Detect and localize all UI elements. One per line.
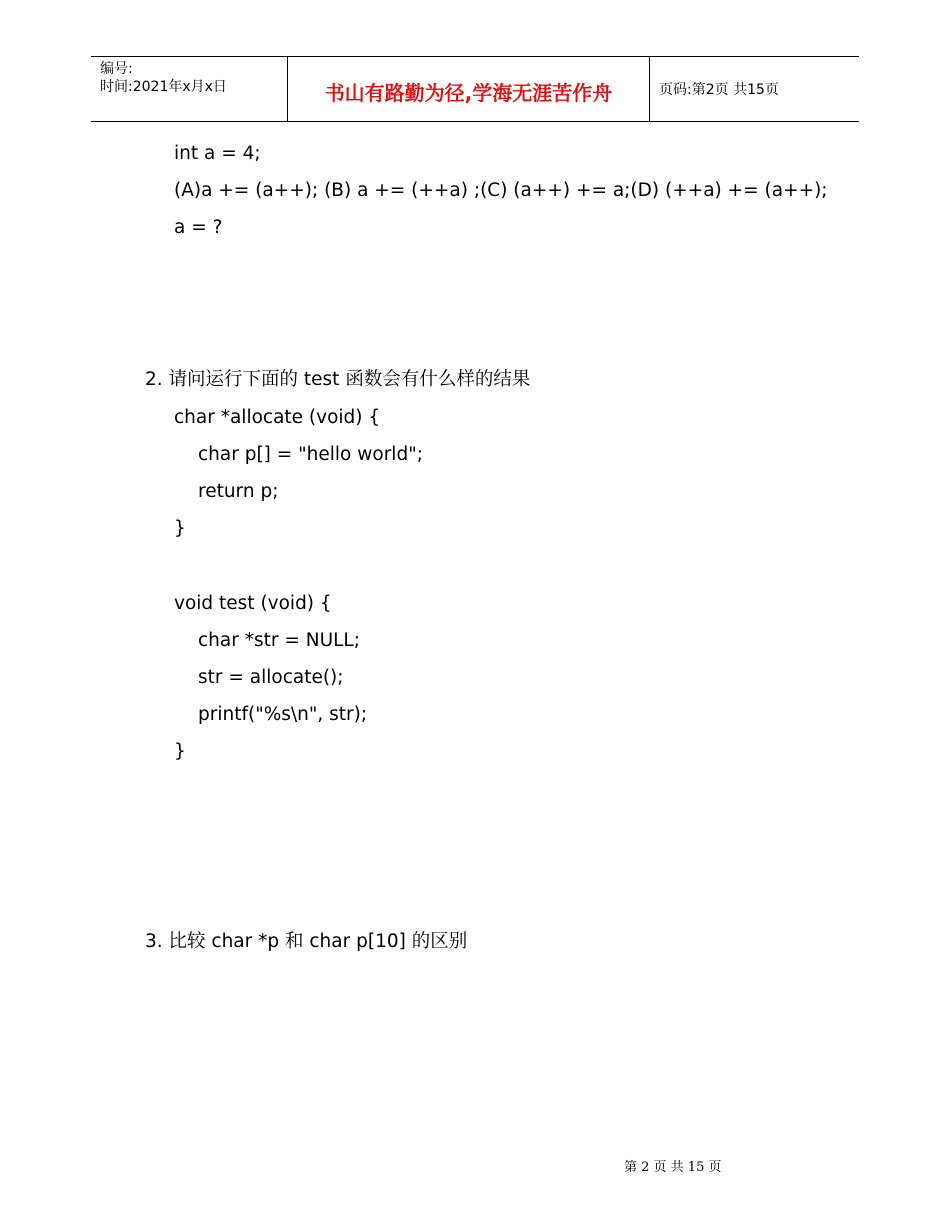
code-line: char p[] = "hello world"; — [198, 444, 423, 465]
header-page-cell — [650, 57, 859, 121]
q1-options: (A)a += (a++); (B) a += (++a) ;(C) (a++) += a;(D) (++a) += (a++); — [174, 180, 828, 201]
code-line: void test (void) { — [174, 593, 332, 614]
code-line: str = allocate(); — [198, 667, 344, 688]
q1-question: a = ? — [174, 217, 223, 238]
q1-code-line: int a = 4; — [174, 143, 261, 164]
header-table — [91, 56, 859, 122]
q2-title: 2. 请问运行下面的 test 函数会有什么样的结果 — [145, 369, 531, 390]
page-number-label: 页码:第2页 共15页 — [659, 82, 779, 98]
page-footer: 第 2 页 共 15 页 — [624, 1160, 722, 1175]
q3-title: 3. 比较 char *p 和 char p[10] 的区别 — [145, 931, 468, 952]
code-line: char *str = NULL; — [198, 630, 360, 651]
code-line: char *allocate (void) { — [174, 407, 381, 428]
header-info-cell — [91, 57, 287, 121]
motto: 书山有路勤为径,学海无涯苦作舟 — [324, 81, 613, 105]
serial-label: 编号: — [100, 61, 133, 77]
code-line: printf("%s\n", str); — [198, 704, 368, 725]
code-line: return p; — [198, 481, 279, 502]
time-label: 时间:2021年x月x日 — [100, 79, 227, 95]
code-line: } — [174, 518, 186, 539]
header-motto-cell — [287, 57, 650, 121]
code-line: } — [174, 741, 186, 762]
